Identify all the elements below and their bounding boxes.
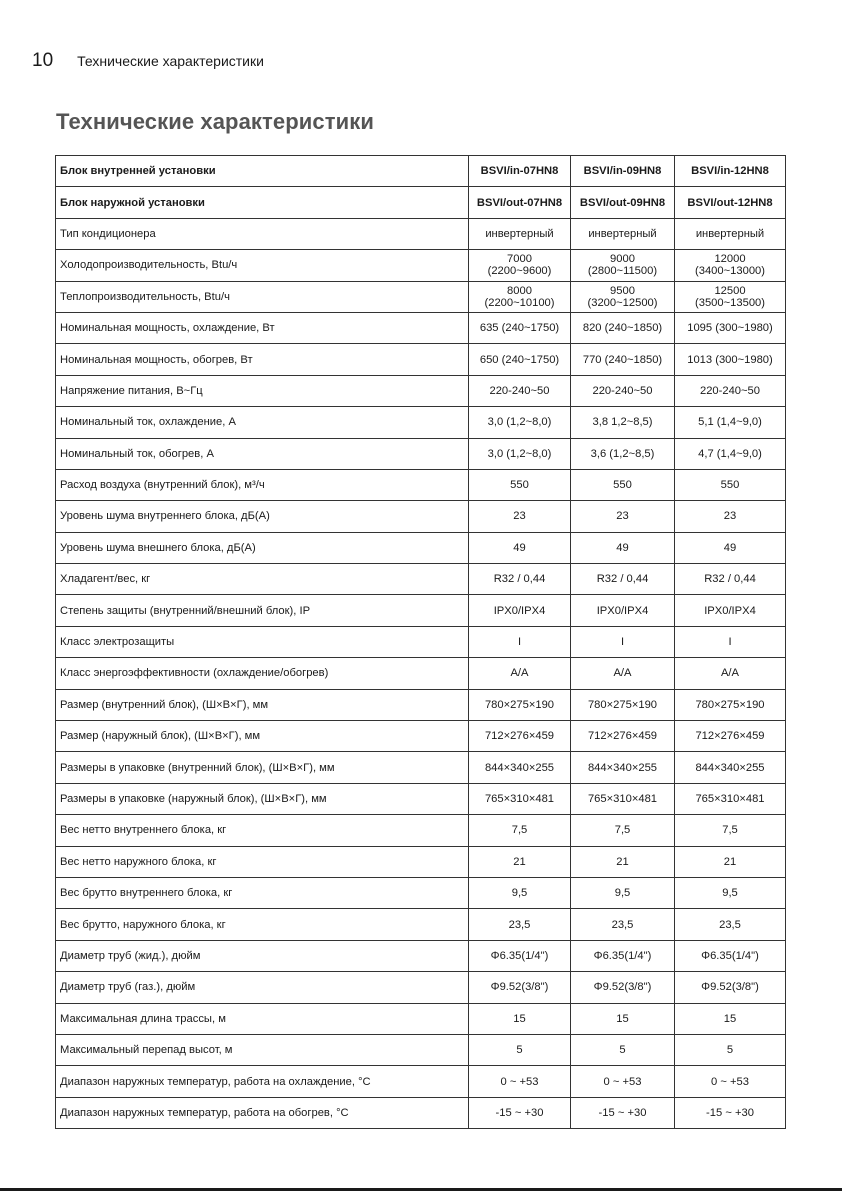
value-cell xyxy=(571,1034,675,1065)
value-line: 3,0 (1,2~8,0) xyxy=(487,447,552,460)
value-line: 12500 xyxy=(714,284,746,297)
value-line: 23,5 xyxy=(719,918,741,931)
value-cell xyxy=(571,752,675,783)
value-line: Φ9.52(3/8") xyxy=(490,981,549,994)
value-line: инвертерный xyxy=(695,227,765,240)
value-line: IPX0/IPX4 xyxy=(493,604,546,617)
value-cell xyxy=(469,972,571,1003)
table-row xyxy=(56,218,786,249)
value-line: BSVI/out-07HN8 xyxy=(476,196,563,209)
value-cell xyxy=(469,846,571,877)
value-cell xyxy=(675,218,786,249)
value-line: 23 xyxy=(616,510,629,523)
value-line: I xyxy=(620,636,625,649)
value-line: 550 xyxy=(613,479,632,492)
value-line: -15 ~ +30 xyxy=(495,1106,544,1119)
value-line: 765×310×481 xyxy=(484,793,555,805)
value-line: Φ6.35(1/4") xyxy=(593,949,652,962)
value-line: 712×276×459 xyxy=(484,730,555,743)
table-row xyxy=(56,783,786,814)
param-cell: Напряжение питания, В~Гц xyxy=(56,375,469,406)
value-cell xyxy=(571,940,675,971)
value-line: BSVI/in-09HN8 xyxy=(583,165,662,178)
value-line: 15 xyxy=(616,1012,629,1025)
table-row xyxy=(56,846,786,877)
value-line: R32 / 0,44 xyxy=(596,573,649,586)
value-cell xyxy=(571,846,675,877)
value-line: 820 (240~1850) xyxy=(582,322,663,335)
value-cell xyxy=(571,438,675,469)
value-cell xyxy=(571,1003,675,1034)
value-cell xyxy=(675,344,786,375)
value-cell xyxy=(571,250,675,281)
value-cell xyxy=(675,187,786,218)
value-cell xyxy=(675,501,786,532)
value-line: инвертерный xyxy=(485,227,554,240)
value-cell xyxy=(571,312,675,343)
value-cell xyxy=(675,375,786,406)
value-line: 9,5 xyxy=(722,887,738,900)
value-line: 7000 xyxy=(507,253,532,266)
table-row xyxy=(56,972,786,1003)
table-row xyxy=(56,564,786,595)
value-line: 844×340×255 xyxy=(695,761,765,774)
param-cell: Вес нетто наружного блока, кг xyxy=(56,846,469,877)
value-cell xyxy=(571,1097,675,1128)
value-cell xyxy=(469,344,571,375)
value-cell xyxy=(469,1097,571,1128)
value-cell xyxy=(675,1034,786,1065)
value-cell xyxy=(469,281,571,312)
table-row xyxy=(56,501,786,532)
value-cell xyxy=(469,1066,571,1097)
value-line: 23,5 xyxy=(508,918,531,931)
param-cell: Вес брутто внутреннего блока, кг xyxy=(56,877,469,908)
value-line: -15 ~ +30 xyxy=(598,1106,647,1119)
value-line: I xyxy=(517,636,522,649)
value-cell xyxy=(469,532,571,563)
value-line: 0 ~ +53 xyxy=(500,1075,539,1088)
table-row xyxy=(56,344,786,375)
value-line: 1095 (300~1980) xyxy=(687,322,773,335)
param-cell: Номинальный ток, обогрев, А xyxy=(56,438,469,469)
value-line: 21 xyxy=(513,855,526,868)
value-line: 1013 (300~1980) xyxy=(687,353,773,366)
value-cell xyxy=(571,595,675,626)
value-line: 712×276×459 xyxy=(587,730,658,743)
table-row xyxy=(56,532,786,563)
table-row xyxy=(56,815,786,846)
param-cell: Вес нетто внутреннего блока, кг xyxy=(56,815,469,846)
value-cell xyxy=(469,658,571,689)
value-line: 844×340×255 xyxy=(484,761,555,774)
value-cell xyxy=(675,972,786,1003)
value-cell xyxy=(571,877,675,908)
value-cell xyxy=(675,156,786,187)
table-row xyxy=(56,469,786,500)
value-cell xyxy=(675,815,786,846)
value-line: A/A xyxy=(613,667,632,680)
param-cell: Диаметр труб (газ.), дюйм xyxy=(56,972,469,1003)
value-line: 8000 xyxy=(507,284,532,297)
param-cell: Размер (наружный блок), (Ш×В×Г), мм xyxy=(56,721,469,752)
spec-table xyxy=(55,155,786,1129)
param-cell: Холодопроизводительность, Btu/ч xyxy=(56,250,469,281)
value-cell xyxy=(675,909,786,940)
value-line: 49 xyxy=(513,541,526,554)
value-cell xyxy=(469,940,571,971)
value-cell xyxy=(469,689,571,720)
spec-table-body xyxy=(56,156,786,1129)
value-cell xyxy=(571,218,675,249)
running-title: Технические характеристики xyxy=(77,53,264,69)
param-cell: Диаметр труб (жид.), дюйм xyxy=(56,940,469,971)
value-cell xyxy=(675,940,786,971)
value-line: 844×340×255 xyxy=(587,761,658,774)
value-cell xyxy=(571,909,675,940)
value-line: 765×310×481 xyxy=(587,793,658,805)
value-line: BSVI/out-09HN8 xyxy=(579,196,666,209)
value-cell xyxy=(571,783,675,814)
value-cell xyxy=(675,846,786,877)
value-line: BSVI/in-07HN8 xyxy=(480,165,559,178)
value-cell xyxy=(469,312,571,343)
value-line: IPX0/IPX4 xyxy=(596,604,649,617)
value-line: 49 xyxy=(723,541,737,554)
value-cell xyxy=(469,1034,571,1065)
value-cell xyxy=(469,156,571,187)
value-line: IPX0/IPX4 xyxy=(704,604,756,617)
value-line: 220-240~50 xyxy=(699,384,761,397)
value-cell xyxy=(469,595,571,626)
value-line: 21 xyxy=(616,855,629,868)
value-line: Φ6.35(1/4") xyxy=(701,949,759,962)
table-row xyxy=(56,1034,786,1065)
value-cell xyxy=(469,815,571,846)
value-cell xyxy=(469,218,571,249)
param-cell: Теплопроизводительность, Btu/ч xyxy=(56,281,469,312)
value-line: 550 xyxy=(720,479,740,492)
value-cell xyxy=(469,438,571,469)
value-line: R32 / 0,44 xyxy=(493,573,546,586)
value-line: 3,0 (1,2~8,0) xyxy=(487,416,552,429)
value-cell xyxy=(469,752,571,783)
value-cell xyxy=(571,281,675,312)
value-line: (2200~10100) xyxy=(484,296,555,309)
param-cell: Максимальная длина трассы, м xyxy=(56,1003,469,1034)
param-cell: Номинальный ток, охлаждение, А xyxy=(56,407,469,438)
param-cell: Блок внутренней установки xyxy=(56,156,469,187)
value-line: BSVI/in-12HN8 xyxy=(691,165,769,178)
value-line: 12000 xyxy=(714,253,746,266)
value-cell xyxy=(469,783,571,814)
table-row xyxy=(56,438,786,469)
value-cell xyxy=(571,187,675,218)
table-row xyxy=(56,312,786,343)
value-line: 0 ~ +53 xyxy=(603,1075,642,1088)
value-cell xyxy=(469,877,571,908)
value-line: A/A xyxy=(720,667,740,680)
value-line: 49 xyxy=(616,541,629,554)
value-line: 765×310×481 xyxy=(695,793,765,805)
value-line: 23 xyxy=(513,510,526,523)
value-cell xyxy=(571,532,675,563)
param-cell: Максимальный перепад высот, м xyxy=(56,1034,469,1065)
value-cell xyxy=(469,564,571,595)
table-row xyxy=(56,689,786,720)
value-line: I xyxy=(728,636,732,649)
table-row xyxy=(56,187,786,218)
value-cell xyxy=(571,972,675,1003)
value-line: 7,5 xyxy=(511,824,528,837)
value-cell xyxy=(469,721,571,752)
table-row xyxy=(56,1097,786,1128)
value-line: 220-240~50 xyxy=(592,384,653,397)
value-line: 5 xyxy=(726,1044,734,1057)
value-cell xyxy=(469,469,571,500)
param-cell: Диапазон наружных температур, работа на охлаждение, °C xyxy=(56,1066,469,1097)
value-cell xyxy=(675,564,786,595)
page-number: 10 xyxy=(32,50,54,71)
value-line: 7,5 xyxy=(722,824,738,837)
value-cell xyxy=(571,626,675,657)
value-line: R32 / 0,44 xyxy=(704,573,756,586)
value-line: 15 xyxy=(723,1012,737,1025)
value-line: 21 xyxy=(723,855,737,868)
table-row xyxy=(56,1003,786,1034)
value-line: 5,1 (1,4~9,0) xyxy=(698,416,762,429)
value-cell xyxy=(675,721,786,752)
param-cell: Размеры в упаковке (внутренний блок), (Ш×В×Г), мм xyxy=(56,752,469,783)
value-line: 9,5 xyxy=(614,887,631,900)
value-line: инвертерный xyxy=(588,227,657,240)
param-cell: Номинальная мощность, обогрев, Вт xyxy=(56,344,469,375)
table-row xyxy=(56,281,786,312)
value-cell xyxy=(675,752,786,783)
value-line: 770 (240~1850) xyxy=(582,353,663,366)
table-row xyxy=(56,940,786,971)
value-cell xyxy=(675,689,786,720)
value-line: -15 ~ +30 xyxy=(706,1106,754,1119)
value-cell xyxy=(675,407,786,438)
value-cell xyxy=(469,375,571,406)
table-row xyxy=(56,909,786,940)
value-line: (3500~13500) xyxy=(695,296,765,309)
param-cell: Расход воздуха (внутренний блок), м³/ч xyxy=(56,469,469,500)
value-line: 220-240~50 xyxy=(489,384,550,397)
table-row xyxy=(56,626,786,657)
value-line: 712×276×459 xyxy=(695,730,765,743)
value-line: (2800~11500) xyxy=(587,265,658,278)
table-row xyxy=(56,595,786,626)
value-cell xyxy=(571,689,675,720)
value-cell xyxy=(571,156,675,187)
value-line: 3,6 (1,2~8,5) xyxy=(590,447,655,460)
value-cell xyxy=(675,658,786,689)
value-cell xyxy=(675,1066,786,1097)
table-row xyxy=(56,1066,786,1097)
value-cell xyxy=(571,469,675,500)
value-cell xyxy=(675,626,786,657)
value-cell xyxy=(675,250,786,281)
param-cell: Уровень шума внешнего блока, дБ(А) xyxy=(56,532,469,563)
value-line: 550 xyxy=(510,479,529,492)
value-line: BSVI/out-12HN8 xyxy=(687,196,773,209)
value-line: 0 ~ +53 xyxy=(711,1075,749,1088)
value-cell xyxy=(675,312,786,343)
value-line: 635 (240~1750) xyxy=(479,322,560,335)
value-line: 5 xyxy=(516,1044,523,1057)
value-cell xyxy=(571,658,675,689)
value-line: 15 xyxy=(513,1012,526,1025)
value-cell xyxy=(571,501,675,532)
value-cell xyxy=(675,532,786,563)
param-cell: Диапазон наружных температур, работа на обогрев, °C xyxy=(56,1097,469,1128)
param-cell: Блок наружной установки xyxy=(56,187,469,218)
value-cell xyxy=(469,909,571,940)
value-line: 9,5 xyxy=(511,887,528,900)
page-header xyxy=(32,50,264,74)
value-line: 3,8 1,2~8,5) xyxy=(592,416,653,429)
value-line: 23 xyxy=(723,510,737,523)
table-row xyxy=(56,250,786,281)
value-cell xyxy=(469,501,571,532)
param-cell: Размер (внутренний блок), (Ш×В×Г), мм xyxy=(56,689,469,720)
value-line: 780×275×190 xyxy=(695,698,765,711)
value-cell xyxy=(675,281,786,312)
param-cell: Тип кондиционера xyxy=(56,218,469,249)
value-cell xyxy=(571,564,675,595)
table-row xyxy=(56,156,786,187)
value-cell xyxy=(469,187,571,218)
value-cell xyxy=(675,1097,786,1128)
value-line: (2200~9600) xyxy=(487,265,552,278)
value-cell xyxy=(571,344,675,375)
value-cell xyxy=(469,407,571,438)
table-row xyxy=(56,375,786,406)
table-row xyxy=(56,752,786,783)
param-cell: Вес брутто, наружного блока, кг xyxy=(56,909,469,940)
param-cell: Номинальная мощность, охлаждение, Вт xyxy=(56,312,469,343)
value-cell xyxy=(469,1003,571,1034)
value-line: (3200~12500) xyxy=(587,296,658,309)
value-cell xyxy=(571,721,675,752)
value-line: 780×275×190 xyxy=(484,698,555,711)
param-cell: Класс электрозащиты xyxy=(56,626,469,657)
value-cell xyxy=(571,1066,675,1097)
value-cell xyxy=(675,783,786,814)
value-line: 7,5 xyxy=(614,824,631,837)
value-line: Φ9.52(3/8") xyxy=(593,981,652,994)
table-row xyxy=(56,721,786,752)
value-line: (3400~13000) xyxy=(695,265,765,278)
param-cell: Степень защиты (внутренний/внешний блок), IP xyxy=(56,595,469,626)
value-cell xyxy=(469,250,571,281)
value-line: 9500 xyxy=(610,284,635,297)
value-cell xyxy=(675,438,786,469)
table-row xyxy=(56,877,786,908)
value-cell xyxy=(571,815,675,846)
value-line: Φ6.35(1/4") xyxy=(490,949,549,962)
value-line: A/A xyxy=(510,667,529,680)
value-line: 5 xyxy=(619,1044,626,1057)
section-title: Технические характеристики xyxy=(56,109,374,134)
value-line: 23,5 xyxy=(611,918,634,931)
value-cell xyxy=(675,1003,786,1034)
value-cell xyxy=(469,626,571,657)
value-line: 780×275×190 xyxy=(587,698,658,711)
value-line: 4,7 (1,4~9,0) xyxy=(698,447,762,460)
table-row xyxy=(56,407,786,438)
value-line: 9000 xyxy=(610,253,635,266)
param-cell: Уровень шума внутреннего блока, дБ(А) xyxy=(56,501,469,532)
table-row xyxy=(56,658,786,689)
value-cell xyxy=(675,469,786,500)
value-cell xyxy=(571,407,675,438)
value-cell xyxy=(675,877,786,908)
param-cell: Класс энергоэффективности (охлаждение/обогрев) xyxy=(56,658,469,689)
value-cell xyxy=(571,375,675,406)
value-line: Φ9.52(3/8") xyxy=(701,981,759,994)
param-cell: Хладагент/вес, кг xyxy=(56,564,469,595)
value-line: 650 (240~1750) xyxy=(479,353,560,366)
value-cell xyxy=(675,595,786,626)
param-cell: Размеры в упаковке (наружный блок), (Ш×В×Г), мм xyxy=(56,783,469,814)
